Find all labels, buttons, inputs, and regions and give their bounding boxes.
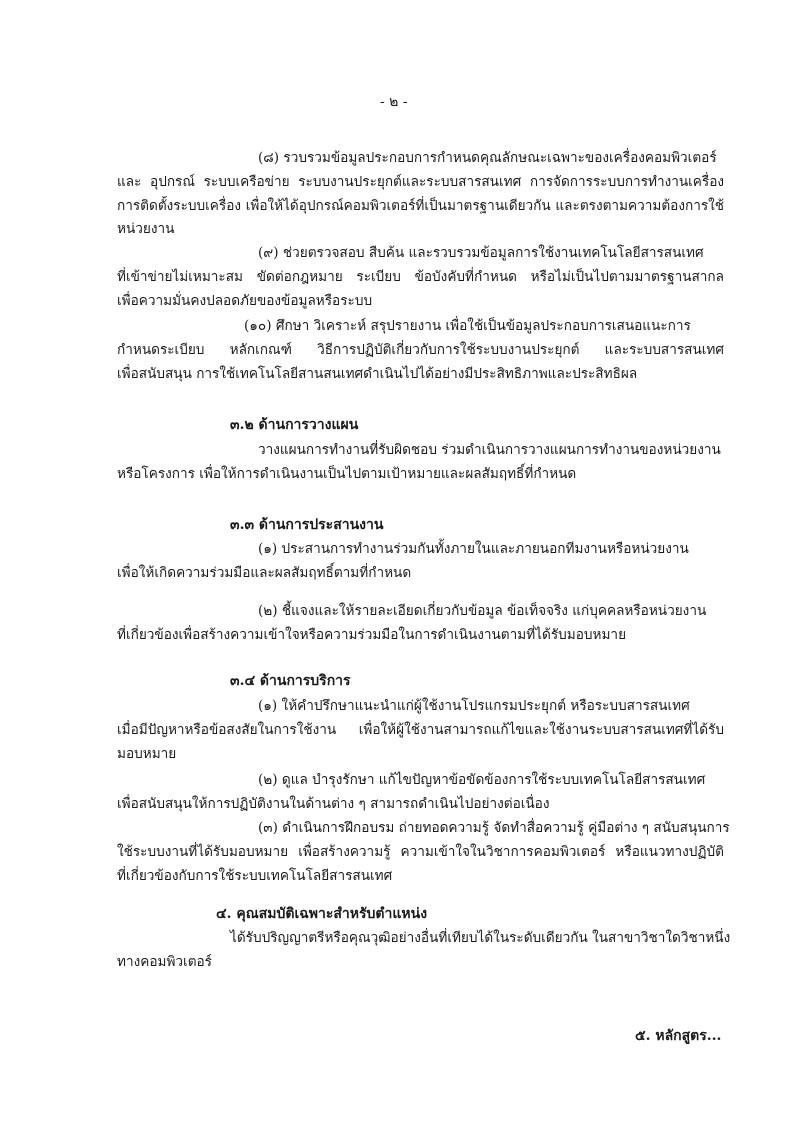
sec33-p2-line1: (๒) ชี้แจงและให้รายละเอียดเกี่ยวกับข้อมูล ข้อเท็จจริง แก่บุคคลหรือหน่วยงาน [258, 603, 707, 619]
sec32-line1: วางแผนการทำงานที่รับผิดชอบ ร่วมดำเนินการวางแผนการทำงานของหน่วยงาน [258, 442, 721, 458]
sec31-p8-line1: (๘) รวบรวมข้อมูลประกอบการกำหนดคุณลักษณะเฉพาะของเครื่องคอมพิวเตอร์ [258, 150, 717, 166]
sec4-line1: ได้รับปริญญาตรีหรือคุณวุฒิอย่างอื่นที่เทียบได้ในระดับเดียวกัน ในสาขาวิชาใดวิชาหนึ่ง [230, 930, 731, 946]
sec33-p2-line2: ที่เกี่ยวข้องเพื่อสร้างความเข้าใจหรือความร่วมมือในการดำเนินงานตามที่ได้รับมอบหมาย [117, 627, 627, 643]
sec4-line2: ทางคอมพิวเตอร์ [117, 954, 212, 970]
sec31-p9-line2: ที่เข้าข่ายไม่เหมาะสม ขัดต่อกฎหมาย ระเบียบ ข้อบังคับที่กำหนด หรือไม่เป็นไปตามมาตรฐานสากล [117, 269, 724, 285]
sec31-p10-line1: (๑๐) ศึกษา วิเคราะห์ สรุปรายงาน เพื่อใช้เป็นข้อมูลประกอบการเสนอแนะการ [244, 318, 691, 334]
sec33-p1-line1: (๑) ประสานการทำงานร่วมกันทั้งภายในและภายนอกทีมงานหรือหน่วยงาน [258, 541, 689, 557]
sec31-p9-line1: (๙) ช่วยตรวจสอบ สืบค้น และรวบรวมข้อมูลการใช้งานเทคโนโลยีสารสนเทศ [258, 245, 704, 261]
sec34-title: ๓.๔ ด้านการบริการ [230, 673, 351, 689]
sec32-title: ๓.๒ ด้านการวางแผน [230, 417, 359, 433]
sec33-p1-line2: เพื่อให้เกิดความร่วมมือและผลสัมฤทธิ์ตามที่กำหนด [117, 565, 412, 581]
sec31-p8-line2: และ อุปกรณ์ ระบบเครือข่าย ระบบงานประยุกต์และระบบสารสนเทศ การจัดการระบบการทำงานเครื่อง [117, 174, 724, 190]
sec34-p3-line2: ใช้ระบบงานที่ได้รับมอบหมาย เพื่อสร้างความรู้ ความเข้าใจในวิชาการคอมพิวเตอร์ หรือแนวทางปฏิบัติ [117, 844, 724, 860]
sec33-title: ๓.๓ ด้านการประสานงาน [230, 517, 384, 533]
sec31-p10-line3: เพื่อสนับสนุน การใช้เทคโนโลยีสานสนเทศดำเนินไปได้อย่างมีประสิทธิภาพและประสิทธิผล [117, 366, 638, 382]
sec32-line2: หรือโครงการ เพื่อให้การดำเนินงานเป็นไปตามเป้าหมายและผลสัมฤทธิ์ที่กำหนด [117, 466, 577, 482]
sec34-p1-line2: เมื่อมีปัญหาหรือข้อสงสัยในการใช้งาน เพื่อให้ผู้ใช้งานสามารถแก้ไขและใช้งานระบบสารสนเทศที่ได้รับ [117, 722, 724, 738]
sec34-p3-line3: ที่เกี่ยวข้องกับการใช้ระบบเทคโนโลยีสารสนเทศ [117, 868, 393, 884]
sec34-p2-line1: (๒) ดูแล บำรุงรักษา แก้ไขปัญหาข้อขัดข้องการใช้ระบบเทคโนโลยีสารสนเทศ [258, 772, 706, 788]
page-number: - ๒ - [380, 94, 408, 110]
sec31-p10-line2: กำหนดระเบียบ หลักเกณฑ์ วิธีการปฏิบัติเกี่ยวกับการใช้ระบบงานประยุกต์ และระบบสารสนเทศ [117, 342, 724, 358]
sec34-p1-line3: มอบหมาย [117, 746, 177, 762]
sec34-p1-line1: (๑) ให้คำปรึกษาแนะนำแก่ผู้ใช้งานโปรแกรมประยุกต์ หรือระบบสารสนเทศ [258, 698, 690, 714]
sec34-p2-line2: เพื่อสนับสนุนให้การปฏิบัติงานในด้านต่าง ๆ สามารถดำเนินไปอย่างต่อเนื่อง [117, 796, 550, 812]
sec31-p8-line4: หน่วยงาน [117, 221, 175, 237]
sec34-p3-line1: (๓) ดำเนินการฝึกอบรม ถ่ายทอดความรู้ จัดทำสื่อความรู้ คู่มือต่าง ๆ สนับสนุนการ [258, 820, 730, 836]
sec4-title: ๔. คุณสมบัติเฉพาะสำหรับตำแหน่ง [216, 906, 428, 922]
sec31-p8-line3: การติดตั้งระบบเครื่อง เพื่อให้ได้อุปกรณ์คอมพิวเตอร์ที่เป็นมาตรฐานเดียวกัน และตรงตามความต้องการใช้ [117, 198, 724, 214]
continuation-marker: ๕. หลักสูตร... [635, 1028, 722, 1044]
sec31-p9-line3: เพื่อความมั่นคงปลอดภัยของข้อมูลหรือระบบ [117, 293, 373, 309]
